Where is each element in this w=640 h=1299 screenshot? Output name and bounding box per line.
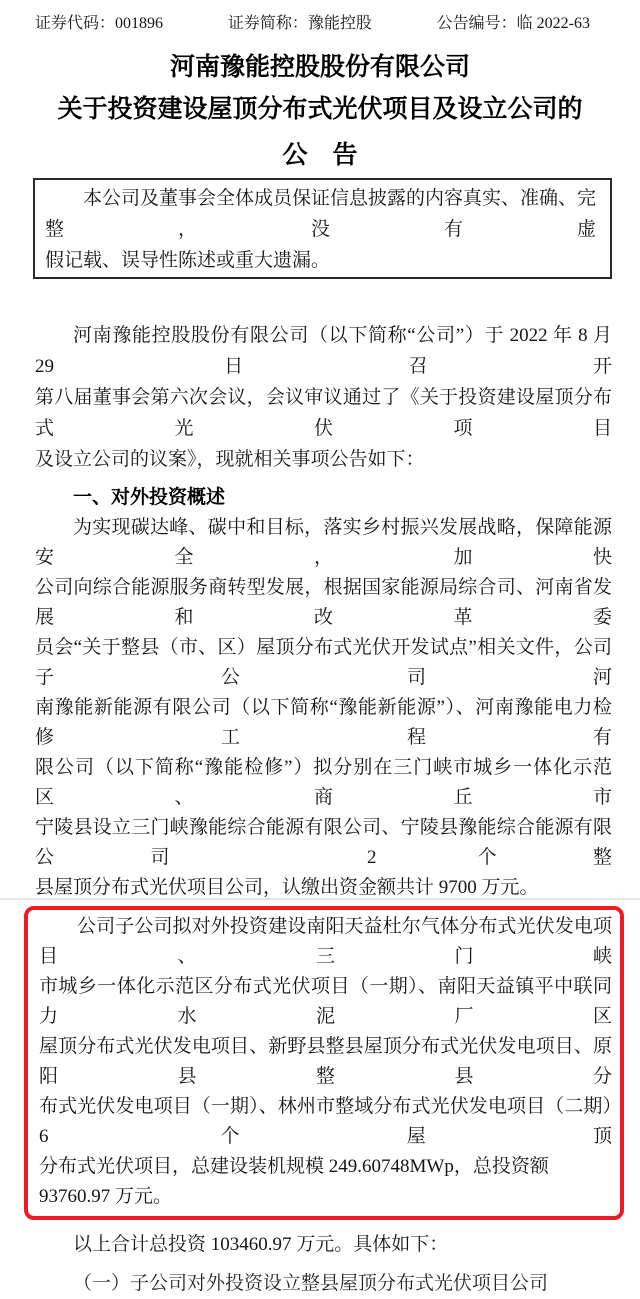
security-code: 证券代码：001896 bbox=[35, 15, 164, 32]
subsection-1-heading bbox=[35, 1268, 612, 1299]
highlight-line: 市城乡一体化示范区分布式光伏项目（一期）、南阳天益镇平中联同力水泥厂区 bbox=[39, 976, 612, 1027]
highlight-line: 布式光伏发电项目（一期）、林州市整域分布式光伏发电项目（二期）6 个屋顶 bbox=[39, 1096, 612, 1147]
investment-overview-paragraph bbox=[35, 513, 612, 903]
company-name-title: 河南豫能控股股份有限公司 bbox=[169, 53, 470, 81]
overview-line: 县屋顶分布式光伏项目公司，认缴出资金额共计 9700 万元。 bbox=[35, 877, 539, 898]
disclaimer-box bbox=[33, 178, 612, 279]
highlight-line: 分布式光伏项目，总建设装机规模 249.60748MWp，总投资额 93760.97 万元。 bbox=[39, 1156, 549, 1207]
highlight-line: 屋顶分布式光伏发电项目、新野县整县屋顶分布式光伏发电项目、原阳县整县分 bbox=[39, 1036, 612, 1087]
total-investment-line: 以上合计总投资 103460.97 万元。具体如下： bbox=[73, 1234, 449, 1255]
intro-line: 河南豫能控股股份有限公司（以下简称“公司”）于 2022 年 8 月 29 日召开 bbox=[35, 325, 612, 377]
overview-line: 公司向综合能源服务商转型发展，根据国家能源局综合司、河南省发展和改革委 bbox=[35, 577, 612, 628]
section-1-heading: 一、对外投资概述 bbox=[73, 487, 226, 508]
intro-line: 及设立公司的议案》，现就相关事项公告如下： bbox=[35, 449, 425, 470]
overview-line: 宁陵县设立三门峡豫能综合能源有限公司、宁陵县豫能综合能源有限公司 2 个整 bbox=[35, 817, 612, 868]
highlight-line: 公司子公司拟对外投资建设南阳天益杜尔气体分布式光伏发电项目、三门峡 bbox=[39, 916, 612, 967]
overview-line: 员会“关于整县（市、区）屋顶分布式光伏开发试点”相关文件，公司子公司河 bbox=[35, 637, 612, 688]
announcement-subject-title: 关于投资建设屋顶分布式光伏项目及设立公司的 bbox=[57, 95, 583, 123]
subsection-1-line: （一）子公司对外投资设立整县屋顶分布式光伏项目公司 bbox=[73, 1273, 549, 1294]
disclaimer-line: 本公司及董事会全体成员保证信息披露的内容真实、准确、完整，没有虚 bbox=[45, 188, 597, 240]
intro-paragraph bbox=[35, 320, 612, 475]
announcement-word-title: 公 告 bbox=[282, 141, 358, 169]
overview-line: 南豫能新能源有限公司（以下简称“豫能新能源”）、河南豫能电力检修工程有 bbox=[35, 697, 612, 748]
total-investment-paragraph bbox=[35, 1229, 612, 1260]
overview-line: 限公司（以下简称“豫能检修”）拟分别在三门峡市城乡一体化示范区、商丘市 bbox=[35, 757, 612, 808]
overview-line: 为实现碳达峰、碳中和目标，落实乡村振兴发展战略，保障能源安全，加快 bbox=[35, 517, 612, 568]
security-abbr: 证券简称：豫能控股 bbox=[227, 15, 372, 32]
announcement-number: 公告编号：临 2022-63 bbox=[436, 15, 590, 32]
highlighted-investment-box bbox=[24, 906, 624, 1220]
disclaimer-line: 假记载、误导性陈述或重大遗漏。 bbox=[45, 250, 331, 271]
intro-line: 第八届董事会第六次会议，会议审议通过了《关于投资建设屋顶分布式光伏项目 bbox=[35, 387, 612, 439]
document-header bbox=[0, 0, 640, 35]
